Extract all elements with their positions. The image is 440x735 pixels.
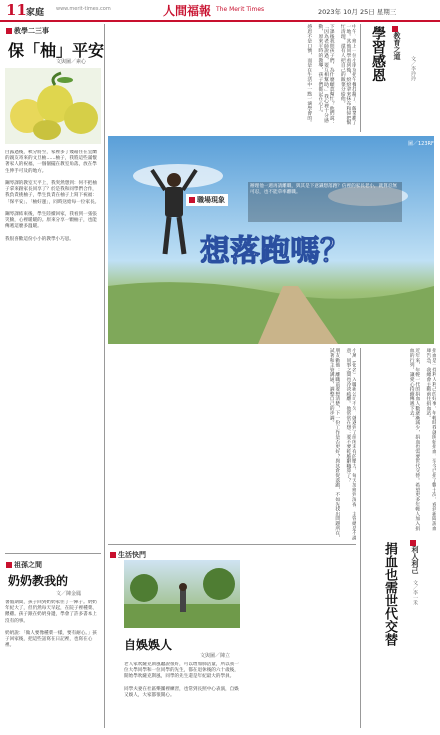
section-tag-education: 教育之道: [392, 26, 402, 60]
article-body-blood-continued: [364, 640, 436, 728]
article-author-grandma: 文／陳金鳳: [56, 591, 82, 597]
article-title-saxophone: 自娛娛人: [124, 638, 173, 652]
divider: [5, 553, 101, 554]
article-body-blood: 捐血是一件利人利己的好事。年輕時我就開始捐血，至今已捐了數十次。看到新聞說血庫告急，我總會主動前往捐血站。 近年來，年輕一代的捐血人數逐漸減少，捐血也需要世代交替。希望更多年輕人加入捐血的行列，讓愛心持續傳遞下去。: [408, 348, 436, 531]
section-name: 家庭: [26, 8, 45, 18]
newspaper-logo: 人間福報: [163, 4, 212, 18]
newspaper-logo-en: The Merit Times: [216, 6, 265, 13]
article-author-gratitude: 文／李玲玲: [410, 56, 416, 81]
article-title-runaway: 想落跑嗎？: [200, 234, 350, 269]
section-tag-snapshot: 生活快門: [110, 550, 146, 560]
article-subtitle-runaway: 辦理他一週再請離職，與其是下意識想落跑？信裡的家長老小，就算忍無可忍，也不能草率離職。: [248, 182, 402, 222]
pomelo-photo: [5, 68, 101, 144]
article-author-saxophone: 文與圖／陳立: [200, 653, 231, 659]
article-title-pomelo: 保「柚」平安: [8, 41, 105, 60]
section-tag-teaching: 教學二三事: [6, 26, 49, 36]
article-body-grandma: 暑假期間，孩子回到奶奶家住了一陣子。奶奶年紀大了，但仍然每天早起，在院子裡種菜、餵雞。孩子跟在奶奶身邊，學會了許多書本上沒有的事。 奶奶說：「做人要像種菜一樣，要有耐心。」孩子回家後，把這些話寫在日記裡，也寫在心裡。: [5, 600, 97, 649]
section-tag-altruism: 利人利己: [410, 540, 420, 574]
photo-credit: 圖／123RF: [408, 141, 434, 147]
park-illustration: [124, 560, 240, 628]
page-number: 11: [6, 1, 27, 19]
article-title-blood: 捐血也需世代交替: [382, 542, 397, 646]
article-title-grandma: 奶奶教我的: [8, 574, 69, 588]
saxophone-photo: [124, 560, 240, 628]
pomelo-illustration: [5, 68, 101, 144]
column-divider: [104, 24, 105, 728]
article-body-runaway: 小萬（化名）入職新公司不久，就遇到了前所未有的壓力。每天加班到深夜，主管總是不滿意，同事之間也冷淡疏離。他常常在想：要不要乾脆辭職算了？ 朋友勸他：離職前要想清楚，下一份工作是否更好？與其倉促落跑，不如先找出問題所在，試著和主管溝通，調整自己的步調。: [328, 348, 356, 540]
section-tag-grandparents: 祖孫之間: [6, 560, 42, 570]
divider: [108, 544, 356, 545]
issue-date: 2023年 10月 25日 星期三: [318, 8, 397, 16]
article-body-pomelo: 白露過後，秋分將至，家裡多了幾箱住在宜蘭的親友寄來的文旦柚……柚子，我將這些滿懷著家人的祝福，一個個擺在教室角落，放在學生伸手可及的地方。 鋼琴課的教室天平上，我突然想到：何不把柚子拿來跟家長同享了？於是我和同學們合作，我負責挑柚子，學生負責在柚子上寫下祝福：「保平安」、「柚好運」，同時送給每一位家長。 鋼琴課結束後，學生陸續回家，我看到一張張笑臉，心裡暖暖的。原來分享一顆柚子，也能傳遞這麼多溫暖。 我很喜歡這份小小的教學小巧思。: [5, 150, 100, 242]
article-author-blood: 文／李一禾: [412, 580, 418, 605]
article-body-saxophone-continued: [244, 550, 356, 728]
article-author-pomelo: 文與圖／素心: [56, 59, 87, 65]
column-divider: [360, 24, 361, 132]
article-body-gratitude: 中午，班上一位小朋友把午餐打翻了，飯菜撒了一地。其他同學看到後，紛紛拿來抹布和掃把幫忙清理，還有人把自己的飯菜分給他。 下課後我問孩子們，為什麼願意幫忙？他們說：「因為老師說過，要互相幫助。」我心裡十分感動，原來平時的教導，孩子們都記在心上。 感恩不是口號，而是在生活中一點一滴學會的。: [306, 24, 356, 125]
site-url[interactable]: www.merit-times.com: [56, 6, 111, 12]
column-divider: [360, 348, 361, 728]
article-body-saxophone: 老人家吹薩克斯風聽說很好，可以增加肺活量，所以我一位大學同學和一位同學的先生，都在退休後的六十歲後，開始學吹薩克斯風，同學的先生還是年紀最大的學員。 同學夫妻在社區樂團裡練習，也常到長照中心表演，自娛又娛人，大家都很開心。: [124, 662, 239, 699]
article-title-gratitude: 學習感恩: [370, 26, 386, 82]
section-tag-workplace: 職場現象: [186, 194, 228, 206]
